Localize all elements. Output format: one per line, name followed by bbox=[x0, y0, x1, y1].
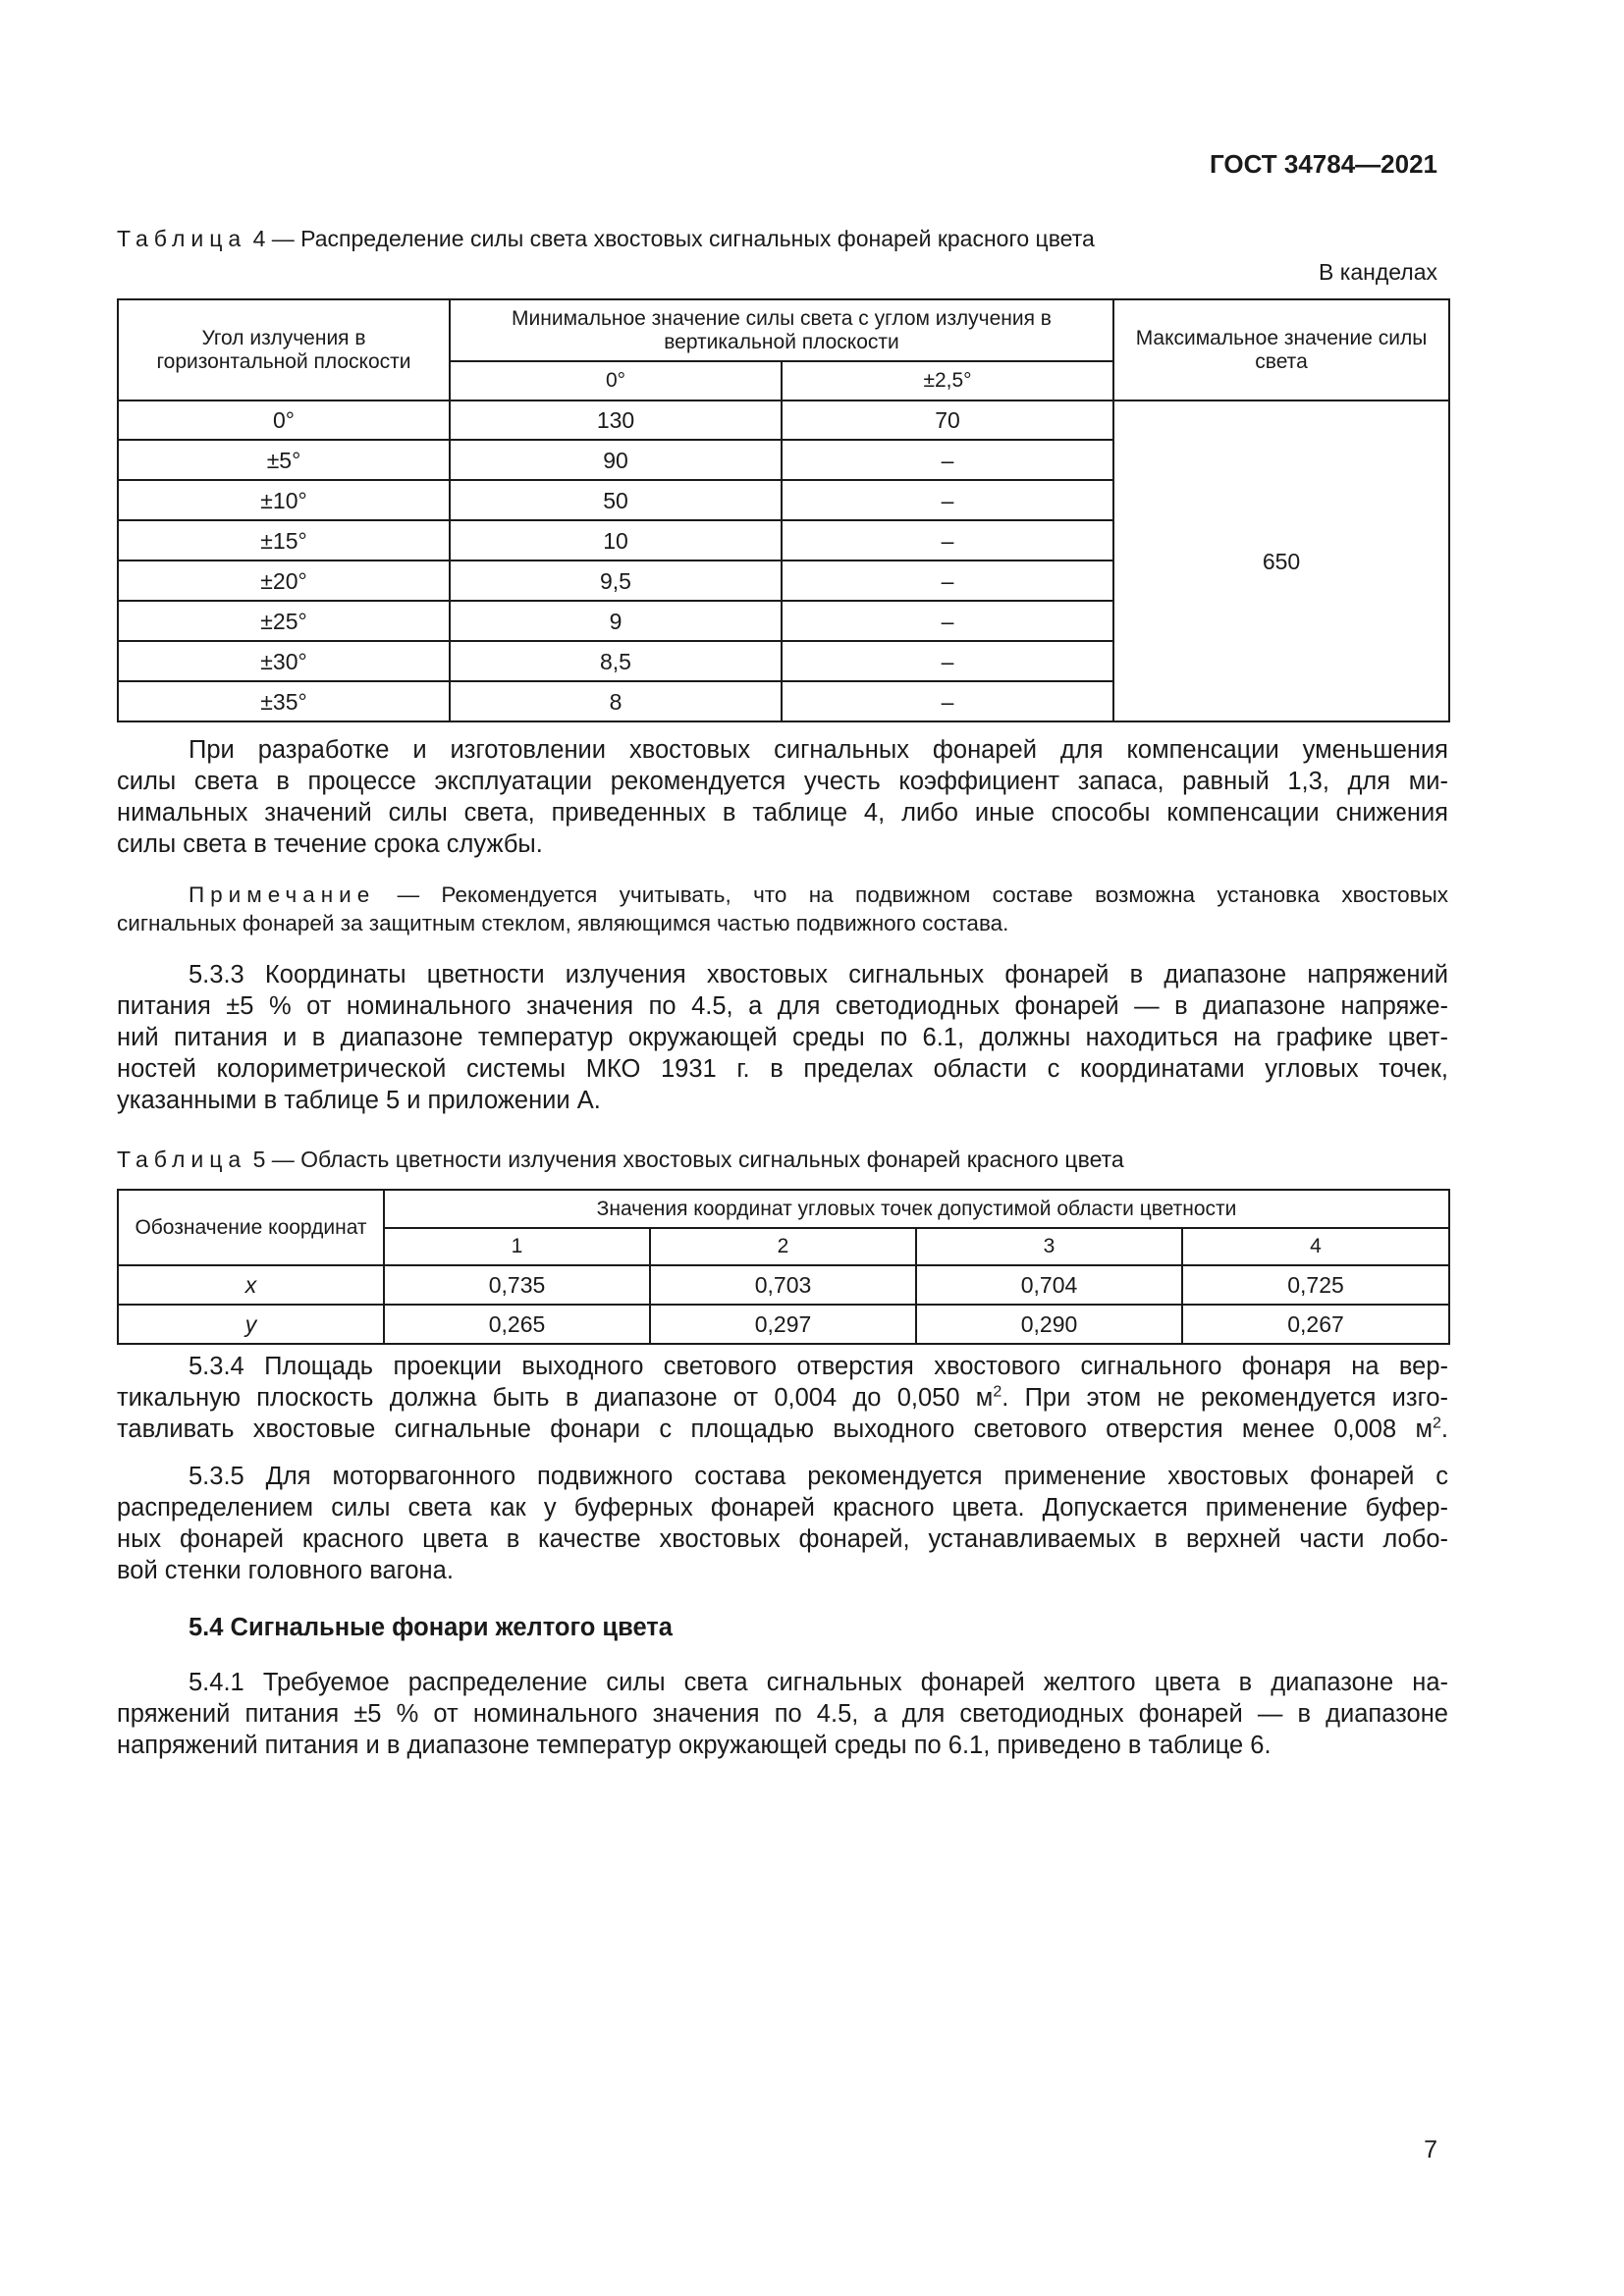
page-number: 7 bbox=[1424, 2136, 1437, 2163]
table5-point-header: 4 bbox=[1182, 1228, 1449, 1265]
table-cell: ±15° bbox=[118, 520, 450, 561]
superscript: 2 bbox=[993, 1383, 1002, 1401]
text-line bbox=[117, 1414, 1448, 1445]
table-cell: – bbox=[782, 561, 1113, 601]
table5-point-header: 1 bbox=[384, 1228, 650, 1265]
paragraph-5-3-4 bbox=[117, 1351, 1448, 1445]
table-cell: 0,703 bbox=[650, 1265, 916, 1305]
table-cell: ±20° bbox=[118, 561, 450, 601]
text-line: напряжений питания и в диапазоне температур окружающей среды по 6.1, приведено в таблице 6. bbox=[117, 1732, 1272, 1759]
table5-header-coord: Обозначение координат bbox=[118, 1190, 384, 1265]
table-cell: – bbox=[782, 480, 1113, 520]
table5-header-values: Значения координат угловых точек допустимой области цветности bbox=[384, 1190, 1449, 1228]
text-line: указанными в таблице 5 и приложении А. bbox=[117, 1087, 601, 1114]
table5-caption-text: 5 — Область цветности излучения хвостовых сигнальных фонарей красного цвета bbox=[252, 1147, 1124, 1172]
text-segment: тикальную плоскость должна быть в диапазоне от 0,004 до 0,050 м bbox=[117, 1384, 994, 1412]
text-segment: . При этом не рекомендуется изго- bbox=[1001, 1384, 1448, 1412]
table-cell: ±35° bbox=[118, 681, 450, 721]
table-cell: ±5° bbox=[118, 440, 450, 480]
table-cell: 0,267 bbox=[1182, 1305, 1449, 1344]
text-line: 5.3.4 Площадь проекции выходного светового отверстия хвостового сигнального фонаря на вер- bbox=[189, 1353, 1448, 1380]
note-text: — Рекомендуется учитывать, что на подвижном составе возможна установка хвостовых bbox=[375, 882, 1448, 907]
table-cell: 8,5 bbox=[450, 641, 782, 681]
text-line bbox=[117, 1382, 1448, 1414]
table4-header-min-0: 0° bbox=[450, 361, 782, 400]
table-cell: 70 bbox=[782, 400, 1113, 440]
table4-max-value: 650 bbox=[1113, 400, 1449, 721]
table5-point-header: 2 bbox=[650, 1228, 916, 1265]
table4-caption-prefix: Таблица bbox=[117, 226, 247, 251]
text-line: При разработке и изготовлении хвостовых сигнальных фонарей для компенсации уменьшения bbox=[189, 736, 1448, 764]
table5 bbox=[117, 1189, 1450, 1345]
text-line: пряжений питания ±5 % от номинального значения по 4.5, а для светодиодных фонарей — в диапазоне bbox=[117, 1700, 1448, 1728]
paragraph-reserve-factor bbox=[117, 734, 1448, 860]
paragraph-5-3-5 bbox=[117, 1461, 1448, 1586]
table-cell: 10 bbox=[450, 520, 782, 561]
note-line bbox=[117, 881, 1448, 909]
table-cell: ±30° bbox=[118, 641, 450, 681]
text-line: нимальных значений силы света, приведенных в таблице 4, либо иные способы компенсации снижения bbox=[117, 799, 1448, 827]
table-cell: 8 bbox=[450, 681, 782, 721]
table-cell: 0,704 bbox=[916, 1265, 1182, 1305]
table4-header-max: Максимальное значение силы света bbox=[1113, 299, 1449, 400]
text-line: 5.4.1 Требуемое распределение силы света сигнальных фонарей желтого цвета в диапазоне на- bbox=[189, 1669, 1448, 1696]
table-cell: 130 bbox=[450, 400, 782, 440]
table4 bbox=[117, 298, 1450, 722]
superscript: 2 bbox=[1433, 1415, 1441, 1432]
text-line: вой стенки головного вагона. bbox=[117, 1557, 454, 1584]
text-line: питания ±5 % от номинального значения по 4.5, а для светодиодных фонарей — в диапазоне напряже- bbox=[117, 992, 1448, 1020]
table-cell: – bbox=[782, 601, 1113, 641]
table4-units: В канделах bbox=[1319, 259, 1437, 285]
text-line: распределением силы света как у буферных фонарей красного цвета. Допускается применение буфер- bbox=[117, 1494, 1448, 1522]
text-line: силы света в течение срока службы. bbox=[117, 830, 543, 858]
note-label: Примечание bbox=[189, 882, 376, 907]
table-cell: 0,297 bbox=[650, 1305, 916, 1344]
section-5-4-title: 5.4 Сигнальные фонари желтого цвета bbox=[189, 1614, 673, 1641]
paragraph-5-3-3 bbox=[117, 959, 1448, 1116]
table-cell: 0,265 bbox=[384, 1305, 650, 1344]
note-line: сигнальных фонарей за защитным стеклом, являющимся частью подвижного состава. bbox=[117, 911, 1009, 935]
table4-caption bbox=[117, 226, 1095, 252]
table5-caption-prefix: Таблица bbox=[117, 1147, 247, 1172]
text-line: ностей колориметрической системы МКО 1931 г. в пределах области с координатами угловых точек, bbox=[117, 1055, 1448, 1083]
table-cell: ±10° bbox=[118, 480, 450, 520]
table5-coord-x: x bbox=[118, 1265, 384, 1305]
table4-header-angle: Угол излучения в горизонтальной плоскости bbox=[118, 299, 450, 400]
paragraph-5-4-1 bbox=[117, 1667, 1448, 1761]
note bbox=[117, 881, 1448, 937]
text-line: ний питания и в диапазоне температур окружающей среды по 6.1, должны находиться на графике цвет- bbox=[117, 1024, 1448, 1051]
table5-caption bbox=[117, 1147, 1124, 1173]
table5-coord-y: y bbox=[118, 1305, 384, 1344]
table-cell: – bbox=[782, 440, 1113, 480]
table-cell: 9,5 bbox=[450, 561, 782, 601]
text-line: 5.3.3 Координаты цветности излучения хвостовых сигнальных фонарей в диапазоне напряжений bbox=[189, 961, 1448, 988]
document-code: ГОСТ 34784—2021 bbox=[1210, 149, 1437, 179]
table-cell: – bbox=[782, 681, 1113, 721]
text-segment: тавливать хвостовые сигнальные фонари с площадью выходного светового отверстия менее 0,008 м bbox=[117, 1415, 1433, 1443]
table4-caption-text: 4 — Распределение силы света хвостовых сигнальных фонарей красного цвета bbox=[252, 226, 1095, 251]
text-line: силы света в процессе эксплуатации рекомендуется учесть коэффициент запаса, равный 1,3, для ми- bbox=[117, 768, 1448, 795]
table-cell: 9 bbox=[450, 601, 782, 641]
table-cell: 0° bbox=[118, 400, 450, 440]
table-cell: ±25° bbox=[118, 601, 450, 641]
table-cell: 50 bbox=[450, 480, 782, 520]
table-cell: 90 bbox=[450, 440, 782, 480]
table-cell: 0,735 bbox=[384, 1265, 650, 1305]
table5-point-header: 3 bbox=[916, 1228, 1182, 1265]
text-line: ных фонарей красного цвета в качестве хвостовых фонарей, устанавливаемых в верхней части лобо- bbox=[117, 1525, 1448, 1553]
table-cell: – bbox=[782, 520, 1113, 561]
table4-header-min: Минимальное значение силы света с углом излучения в вертикальной плоскости bbox=[450, 299, 1113, 361]
text-segment: . bbox=[1440, 1415, 1448, 1443]
table-cell: 0,725 bbox=[1182, 1265, 1449, 1305]
table-cell: – bbox=[782, 641, 1113, 681]
text-line: 5.3.5 Для моторвагонного подвижного состава рекомендуется применение хвостовых фонарей с bbox=[189, 1463, 1448, 1490]
table4-header-min-25: ±2,5° bbox=[782, 361, 1113, 400]
table-cell: 0,290 bbox=[916, 1305, 1182, 1344]
